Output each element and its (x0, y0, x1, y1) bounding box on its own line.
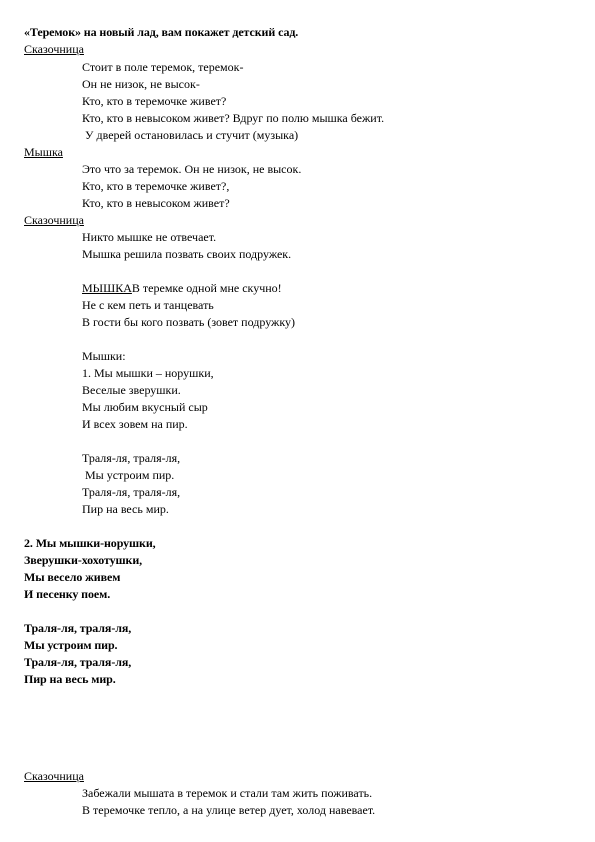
text-line: Веселые зверушки. (82, 383, 181, 397)
text-line: У дверей остановилась и стучит (музыка) (82, 128, 299, 142)
speaker-label: Сказочница (24, 769, 84, 783)
text-line: Кто, кто в теремочке живет?, (82, 179, 230, 193)
speaker-label: Мышка (24, 145, 63, 159)
bold-text-line: Траля-ля, траля-ля, (24, 621, 132, 635)
speaker-label: Сказочница (24, 42, 84, 56)
text-line: В теремочке тепло, а на улице ветер дует, холод навевает. (82, 803, 376, 817)
text-line: Забежали мышата в теремок и стали там жить поживать. (82, 786, 373, 800)
mouse-speech-line (82, 280, 282, 296)
text-line: Мы любим вкусный сыр (82, 400, 208, 414)
speaker-label: МЫШКА (82, 281, 132, 295)
text-line: 1. Мы мышки – норушки, (82, 366, 214, 380)
bold-text-line: Зверушки-хохотушки, (24, 553, 143, 567)
speaker-label: Сказочница (24, 213, 84, 227)
bold-text-line: Мы устроим пир. (24, 638, 118, 652)
text-line: Траля-ля, траля-ля, (82, 485, 181, 499)
text-line: Стоит в поле теремок, теремок- (82, 60, 244, 74)
text-line: В теремке одной мне скучно! (131, 281, 282, 295)
text-line: Мы устроим пир. (82, 468, 175, 482)
text-line: Он не низок, не высок- (82, 77, 200, 91)
text-line: Никто мышке не отвечает. (82, 230, 217, 244)
text-line: Кто, кто в теремочке живет? (82, 94, 227, 108)
text-line: Мышка решила позвать своих подружек. (82, 247, 292, 261)
text-line: Траля-ля, траля-ля, (82, 451, 181, 465)
text-line: Это что за теремок. Он не низок, не высок. (82, 162, 302, 176)
bold-text-line: Мы весело живем (24, 570, 121, 584)
bold-text-line: Пир на весь мир. (24, 672, 116, 686)
text-line: Пир на весь мир. (82, 502, 169, 516)
text-line: И всех зовем на пир. (82, 417, 188, 431)
document-title: «Теремок» на новый лад, вам покажет детский сад. (24, 25, 299, 39)
bold-text-line: И песенку поем. (24, 587, 111, 601)
text-line: В гости бы кого позвать (зовет подружку) (82, 315, 295, 329)
text-line: Кто, кто в невысоком живет? Вдруг по полю мышка бежит. (82, 111, 385, 125)
bold-text-line: 2. Мы мышки-норушки, (24, 536, 156, 550)
text-line: Не с кем петь и танцевать (82, 298, 214, 312)
speaker-label: Мышки: (82, 349, 126, 363)
bold-text-line: Траля-ля, траля-ля, (24, 655, 132, 669)
text-line: Кто, кто в невысоком живет? (82, 196, 230, 210)
